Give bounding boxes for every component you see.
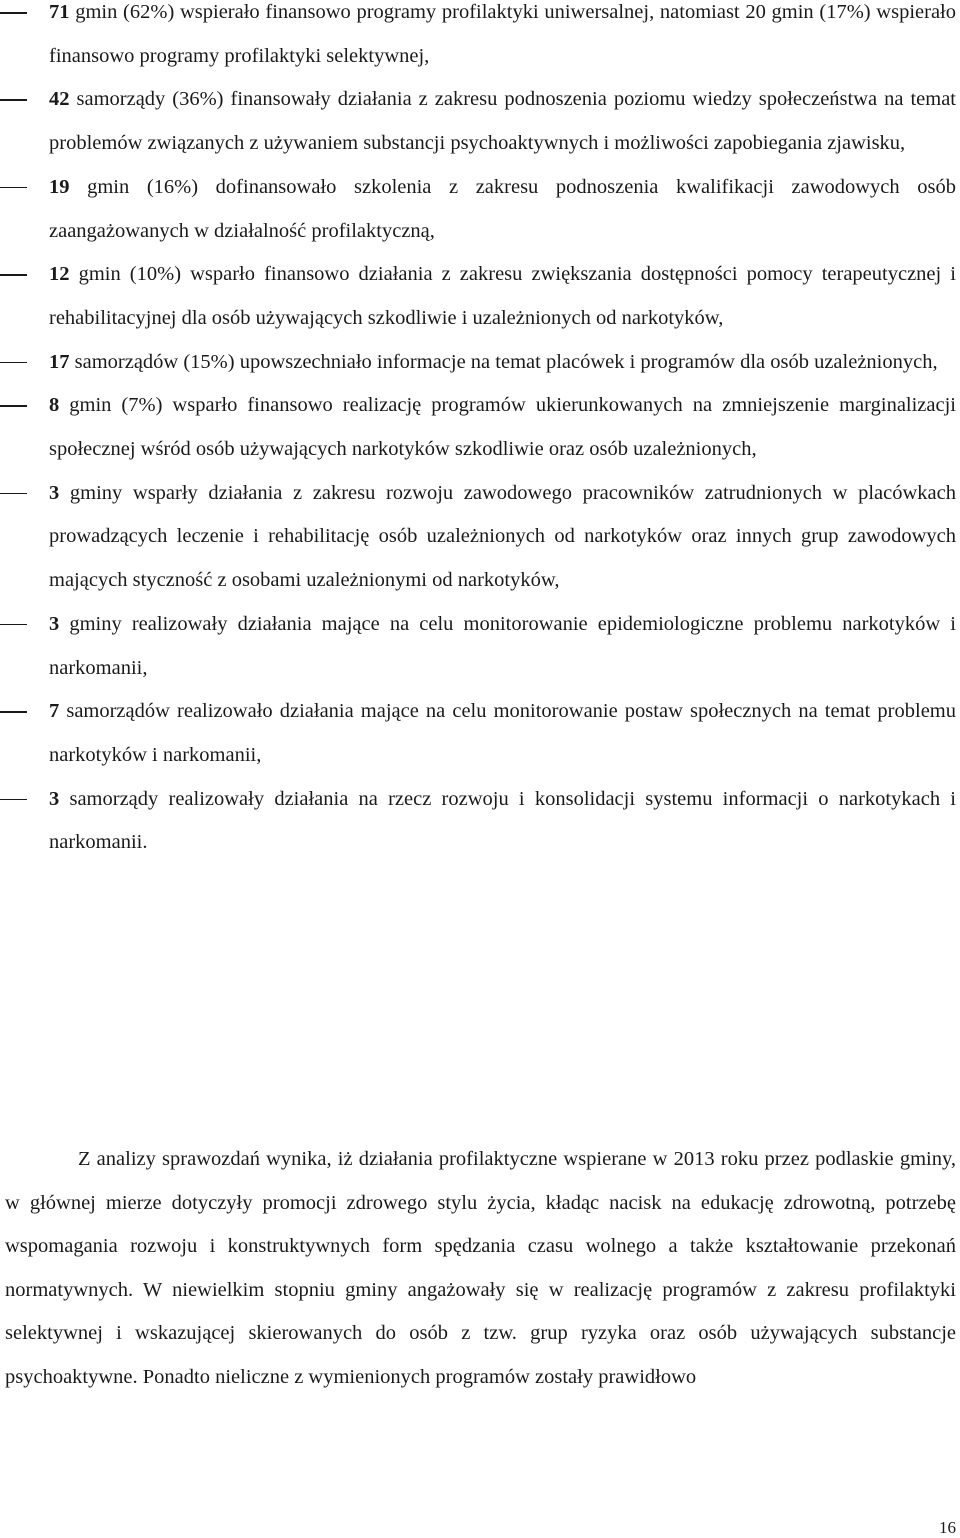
- dash-bullet-icon: [0, 799, 27, 801]
- item-number: 12: [49, 263, 70, 286]
- item-text: gmin (16%) dofinansowało szkolenia z zakresu podnoszenia kwalifikacji zawodowych osób zaangażowanych w działalność profilaktyczną,: [49, 175, 956, 242]
- item-text: samorządów (15%) upowszechniało informacje na temat placówek i programów dla osób uzależnionych,: [69, 350, 938, 373]
- item-text: gminy realizowały działania mające na celu monitorowanie epidemiologiczne problemu narkotyków i narkomanii,: [49, 612, 956, 679]
- list-item: [0, 166, 956, 253]
- dash-bullet-icon: [0, 187, 27, 189]
- list-item: [0, 603, 956, 690]
- item-number: 7: [49, 700, 60, 723]
- item-text: gminy wsparły działania z zakresu rozwoju zawodowego pracowników zatrudnionych w placówkach prowadzących leczenie i rehabilitację osób uzależnionych od narkotyków oraz innych grup zawodowych mających styczność z osobami uzależnionymi od narkotyków,: [49, 481, 956, 592]
- item-number: 3: [49, 612, 60, 635]
- item-text: gmin (7%) wsparło finansowo realizację programów ukierunkowanych na zmniejszenie marginalizacji społecznej wśród osób używających narkotyków szkodliwie oraz osób uzależnionych,: [49, 394, 956, 461]
- dash-bullet-icon: [0, 624, 27, 626]
- dash-bullet-icon: [0, 711, 27, 713]
- item-number: 71: [49, 1, 70, 23]
- summary-paragraph: Z analizy sprawozdań wynika, iż działania profilaktyczne wspierane w 2013 roku przez podlaskie gminy, w głównej mierze dotyczyły promocji zdrowego stylu życia, kładąc nacisk na edukację zdrowotną, potrzebę wspomagania rozwoju i konstruktywnych form spędzania czasu wolnego a także kształtowanie przekonań normatywnych. W niewielkim stopniu gminy angażowały się w realizację programów z zakresu profilaktyki selektywnej i wskazującej skierowanych do osób z tzw. grup ryzyka oraz osób używających substancje psychoaktywne. Ponadto nieliczne z wymienionych programów zostały prawidłowo: [5, 1148, 956, 1388]
- dash-bullet-icon: [0, 274, 27, 276]
- list-item: [0, 778, 956, 865]
- item-number: 19: [49, 175, 70, 198]
- item-text: gmin (10%) wsparło finansowo działania z zakresu zwiększania dostępności pomocy terapeutycznej i rehabilitacyjnej dla osób używających szkodliwie i uzależnionych od narkotyków,: [49, 263, 956, 329]
- item-number: 8: [49, 394, 60, 417]
- item-number: 17: [49, 350, 70, 373]
- list-item: [0, 0, 956, 78]
- list-item: [0, 690, 956, 777]
- item-text: samorządów realizowało działania mające na celu monitorowanie postaw społecznych na temat problemu narkotyków i narkomanii,: [49, 700, 956, 766]
- dash-bullet-icon: [0, 12, 27, 14]
- list-item: [0, 384, 956, 471]
- list-item: [0, 472, 956, 603]
- item-number: 42: [49, 88, 70, 111]
- item-text: gmin (62%) wspierało finansowo programy profilaktyki uniwersalnej, natomiast 20 gmin (17%) wspierało finansowo programy profilaktyki selektywnej,: [49, 1, 956, 67]
- dash-bullet-icon: [0, 362, 27, 364]
- list-item: [0, 253, 956, 340]
- item-text: samorządy (36%) finansowały działania z zakresu podnoszenia poziomu wiedzy społeczeństwa na temat problemów związanych z używaniem substancji psychoaktywnych i możliwości zapobiegania zjawisku,: [49, 88, 956, 155]
- list-item: [0, 341, 956, 385]
- dash-bullet-icon: [0, 405, 27, 407]
- item-text: samorządy realizowały działania na rzecz rozwoju i konsolidacji systemu informacji o narkotykach i narkomanii.: [49, 787, 956, 854]
- item-number: 3: [49, 787, 60, 810]
- dash-bullet-icon: [0, 493, 27, 495]
- dash-bullet-icon: [0, 99, 27, 101]
- page-number: 16: [939, 1518, 956, 1537]
- item-number: 3: [49, 481, 60, 504]
- list-item: [0, 78, 956, 165]
